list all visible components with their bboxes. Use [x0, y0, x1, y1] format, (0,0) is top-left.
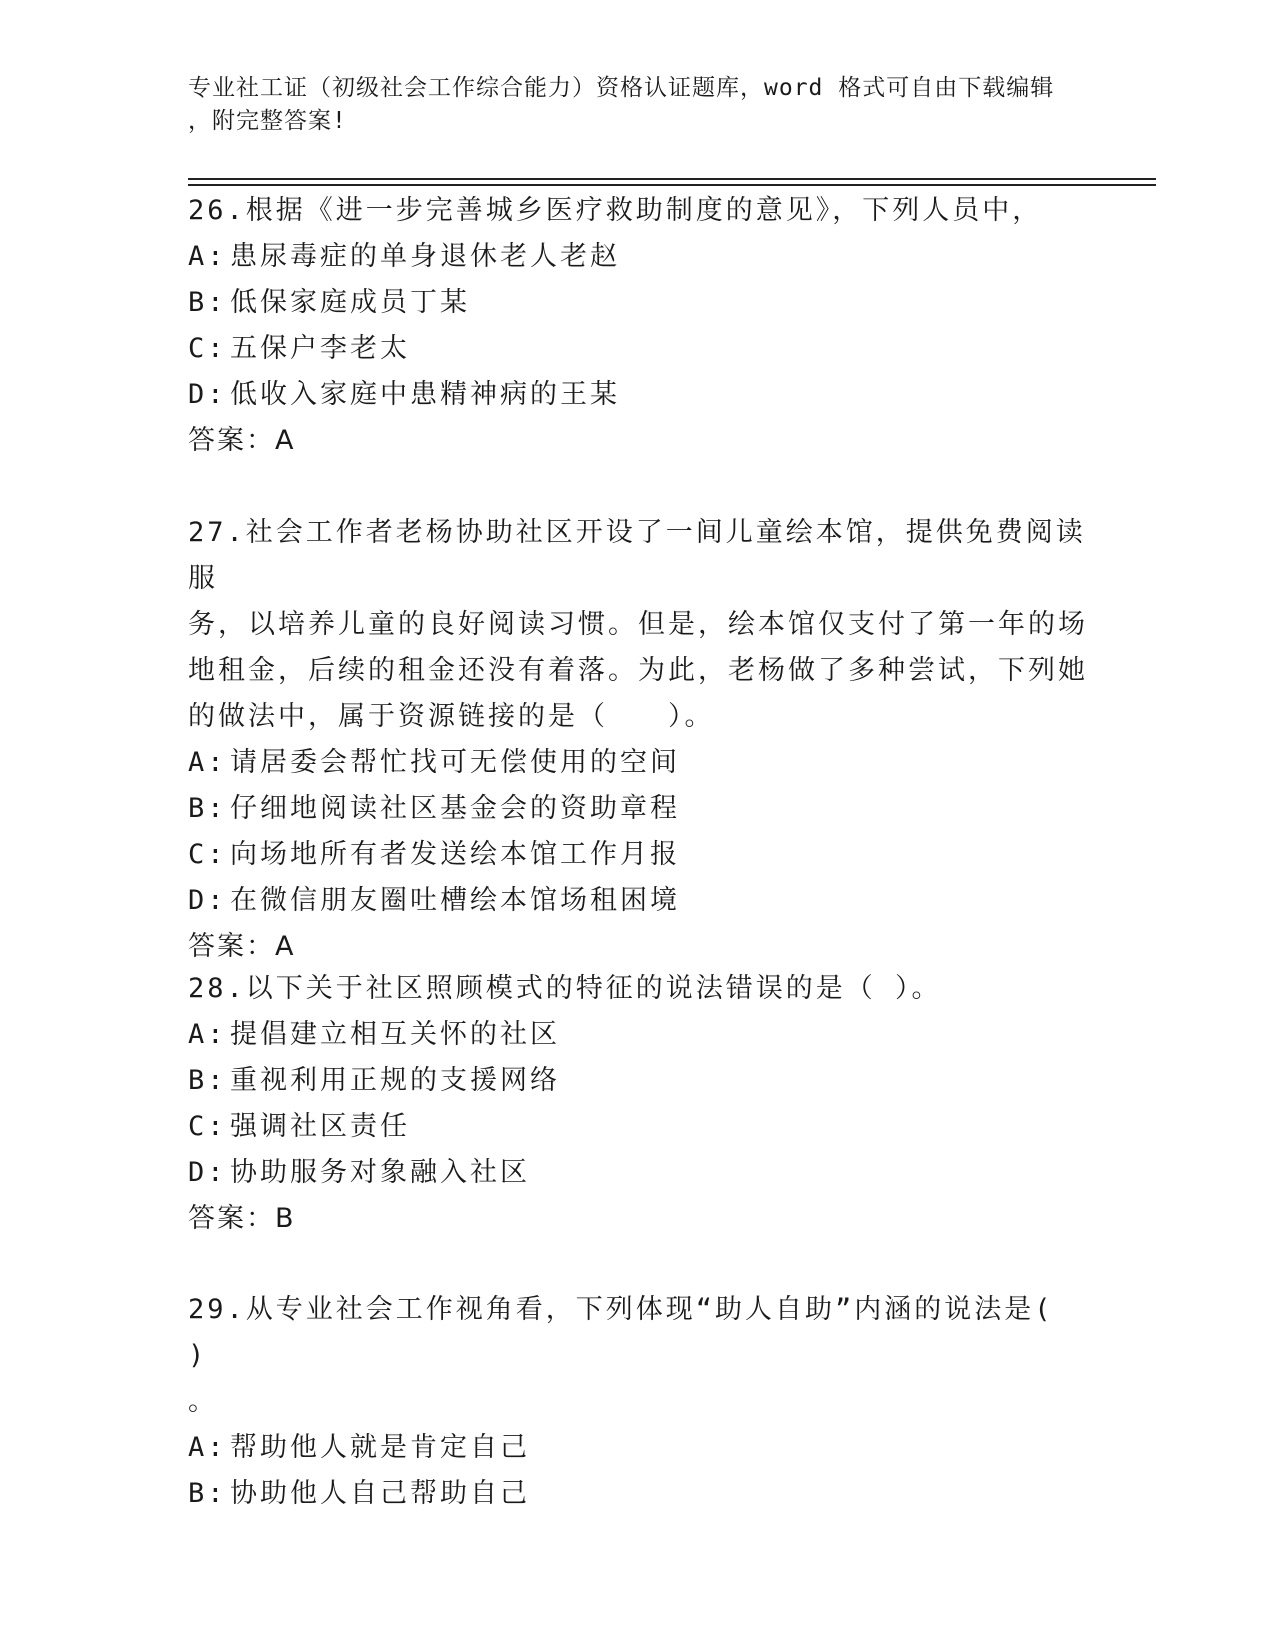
option-letter: B:	[188, 1065, 227, 1096]
question-27	[188, 510, 1088, 970]
option-a	[188, 740, 1088, 786]
question-stem-line: 。	[188, 1386, 218, 1417]
question-stem-line: 务，以培养儿童的良好阅读习惯。但是，绘本馆仅支付了第一年的场	[188, 609, 1088, 640]
option-letter: A:	[188, 747, 227, 778]
option-letter: A:	[188, 1432, 227, 1463]
option-letter: B:	[188, 287, 227, 318]
option-text: 提倡建立相互关怀的社区	[230, 1019, 560, 1050]
header-divider-top	[188, 178, 1156, 180]
option-b	[188, 1471, 1088, 1517]
option-d	[188, 1150, 1088, 1196]
option-text: 协助他人自己帮助自己	[230, 1478, 530, 1509]
question-stem-line: 27.社会工作者老杨协助社区开设了一间儿童绘本馆，提供免费阅读服	[188, 517, 1086, 594]
header-title-line-1: 专业社工证（初级社会工作综合能力）资格认证题库，word 格式可自由下载编辑	[188, 75, 1055, 101]
option-text: 患尿毒症的单身退休老人老赵	[230, 241, 620, 272]
question-28	[188, 966, 1088, 1242]
option-letter: D:	[188, 885, 227, 916]
option-letter: C:	[188, 1111, 227, 1142]
option-text: 协助服务对象融入社区	[230, 1157, 530, 1188]
answer-line: 答案：A	[188, 425, 296, 456]
option-text: 低保家庭成员丁某	[230, 287, 470, 318]
option-c	[188, 326, 1088, 372]
question-29	[188, 1287, 1088, 1517]
option-letter: C:	[188, 333, 227, 364]
option-text: 向场地所有者发送绘本馆工作月报	[230, 839, 680, 870]
option-b	[188, 280, 1088, 326]
option-letter: C:	[188, 839, 227, 870]
header-divider-bottom	[188, 184, 1156, 186]
question-26	[188, 188, 1088, 464]
option-letter: B:	[188, 793, 227, 824]
answer-line: 答案：B	[188, 1203, 296, 1234]
option-b	[188, 786, 1088, 832]
question-stem-line: 地租金，后续的租金还没有着落。为此，老杨做了多种尝试，下列她	[188, 655, 1088, 686]
question-stem: 26.根据《进一步完善城乡医疗救助制度的意见》，下列人员中，	[188, 195, 1043, 226]
option-b	[188, 1058, 1088, 1104]
option-a	[188, 1425, 1088, 1471]
question-stem-line: 29.从专业社会工作视角看，下列体现“助人自助”内涵的说法是( )	[188, 1294, 1054, 1371]
option-letter: D:	[188, 379, 227, 410]
option-text: 重视利用正规的支援网络	[230, 1065, 560, 1096]
option-text: 低收入家庭中患精神病的王某	[230, 379, 620, 410]
option-text: 仔细地阅读社区基金会的资助章程	[230, 793, 680, 824]
option-letter: B:	[188, 1478, 227, 1509]
option-c	[188, 832, 1088, 878]
document-header	[188, 72, 1068, 138]
option-text: 五保户李老太	[230, 333, 410, 364]
header-title-line-2: ，附完整答案!	[188, 108, 347, 134]
option-letter: A:	[188, 1019, 227, 1050]
question-stem-line: 的做法中，属于资源链接的是（ ）。	[188, 701, 715, 732]
option-letter: D:	[188, 1157, 227, 1188]
option-text: 强调社区责任	[230, 1111, 410, 1142]
option-d	[188, 878, 1088, 924]
option-a	[188, 1012, 1088, 1058]
option-text: 帮助他人就是肯定自己	[230, 1432, 530, 1463]
option-a	[188, 234, 1088, 280]
option-text: 请居委会帮忙找可无偿使用的空间	[230, 747, 680, 778]
option-text: 在微信朋友圈吐槽绘本馆场租困境	[230, 885, 680, 916]
option-c	[188, 1104, 1088, 1150]
answer-line: 答案：A	[188, 931, 296, 962]
option-letter: A:	[188, 241, 227, 272]
option-d	[188, 372, 1088, 418]
question-stem: 28.以下关于社区照顾模式的特征的说法错误的是（ ）。	[188, 973, 942, 1004]
